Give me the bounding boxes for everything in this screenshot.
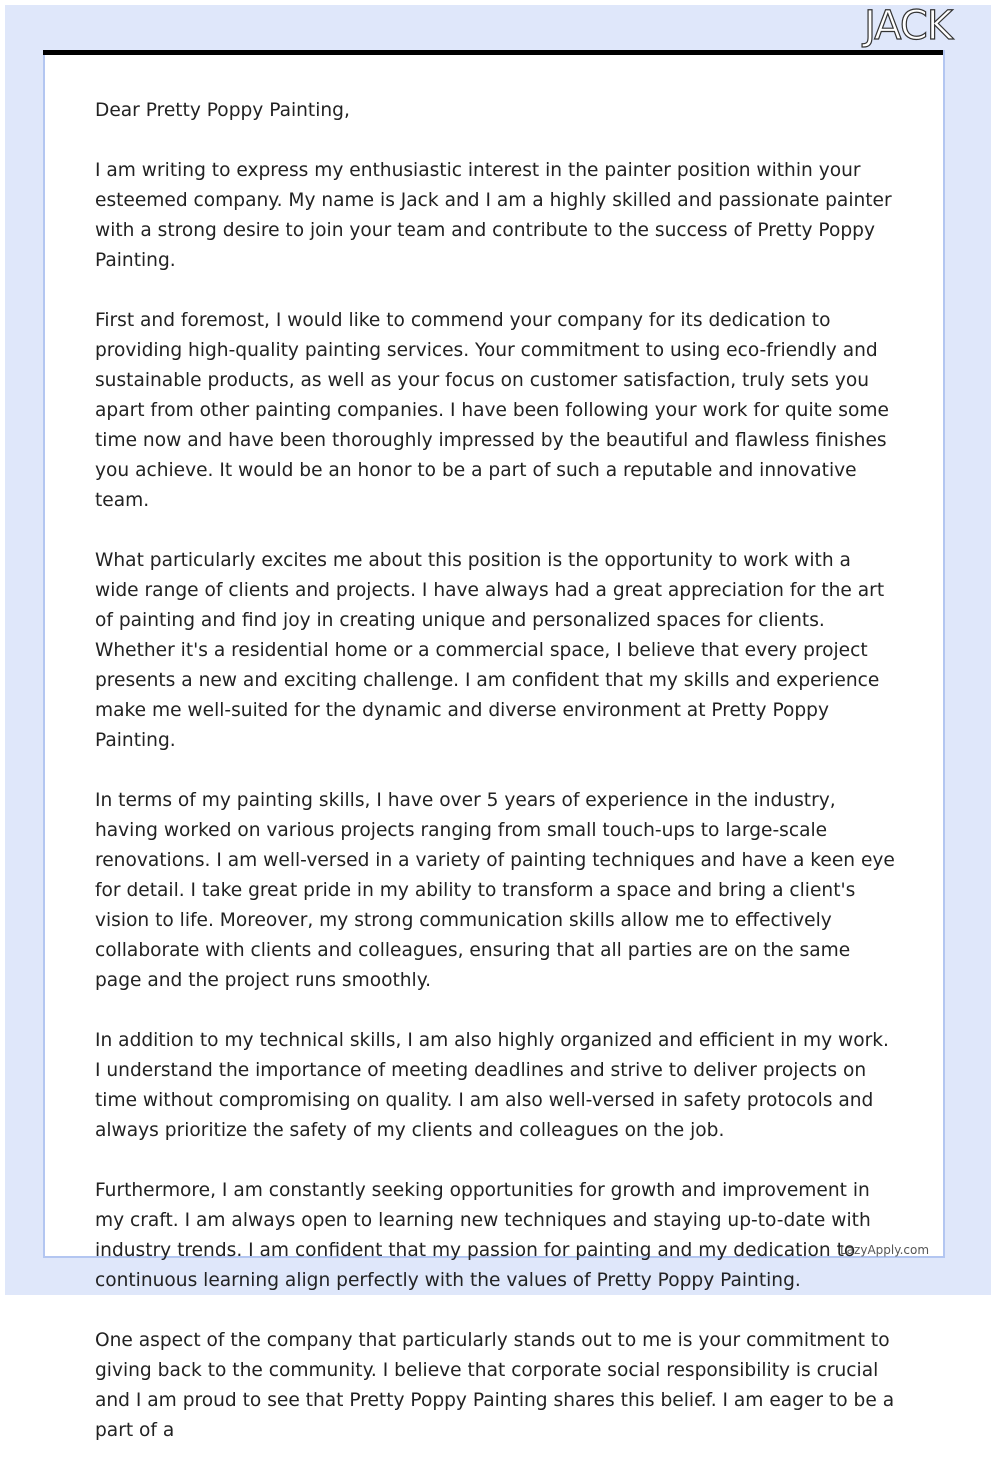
letter-paragraph-intro: I am writing to express my enthusiastic interest in the painter position within your esteemed company. My name is Jack and I am a highly skilled and passionate painter with a strong desire to join your team and contribute to the success of Pretty Poppy Painting.	[95, 160, 892, 271]
letter-paragraph-growth: Furthermore, I am constantly seeking opportunities for growth and improvement in my craft. I am always open to learning new techniques and staying up-to-date with industry trends. I am confident that my passion for painting and my dedication to continuous learning align perfectly with the values of Pretty Poppy Painting.	[95, 1180, 871, 1291]
applicant-name-logo: JACK	[864, 3, 952, 49]
letter-paragraph-skills: In terms of my painting skills, I have over 5 years of experience in the industry, having worked on various projects ranging from small touch-ups to large-scale renovations. I am well-versed in a variety of painting techniques and have a keen eye for detail. I take great pride in my ability to transform a space and bring a client's vision to life. Moreover, my strong communication skills allow me to effectively collaborate with clients and colleagues, ensuring that all parties are on the same page and the project runs smoothly.	[95, 790, 895, 991]
letter-paragraph-community: One aspect of the company that particularly stands out to me is your commitment to giving back to the community. I believe that corporate social responsibility is crucial and I am proud to see that Pretty Poppy Painting shares this belief. I am eager to be a part of a	[95, 1330, 895, 1441]
cover-letter-body	[95, 96, 895, 1476]
header-rule	[43, 50, 943, 55]
letter-greeting: Dear Pretty Poppy Painting,	[95, 100, 350, 121]
letter-paragraph-commendation: First and foremost, I would like to commend your company for its dedication to providing high-quality painting services. Your commitment to using eco-friendly and sustainable products, as well as your focus on customer satisfaction, truly sets you apart from other painting companies. I have been following your work for quite some time now and have been thoroughly impressed by the beautiful and flawless finishes you achieve. It would be an honor to be a part of such a reputable and innovative team.	[95, 310, 889, 511]
watermark-text: LazyApply.com	[840, 1243, 930, 1257]
letter-paragraph-organization: In addition to my technical skills, I am also highly organized and efficient in my work. I understand the importance of meeting deadlines and strive to deliver projects on time without compromising on quality. I am also well-versed in safety protocols and always prioritize the safety of my clients and colleagues on the job.	[95, 1030, 889, 1141]
letter-paragraph-motivation: What particularly excites me about this position is the opportunity to work with a wide range of clients and projects. I have always had a great appreciation for the art of painting and find joy in creating unique and personalized spaces for clients. Whether it's a residential home or a commercial space, I believe that every project presents a new and exciting challenge. I am confident that my skills and experience make me well-suited for the dynamic and diverse environment at Pretty Poppy Painting.	[95, 550, 885, 751]
